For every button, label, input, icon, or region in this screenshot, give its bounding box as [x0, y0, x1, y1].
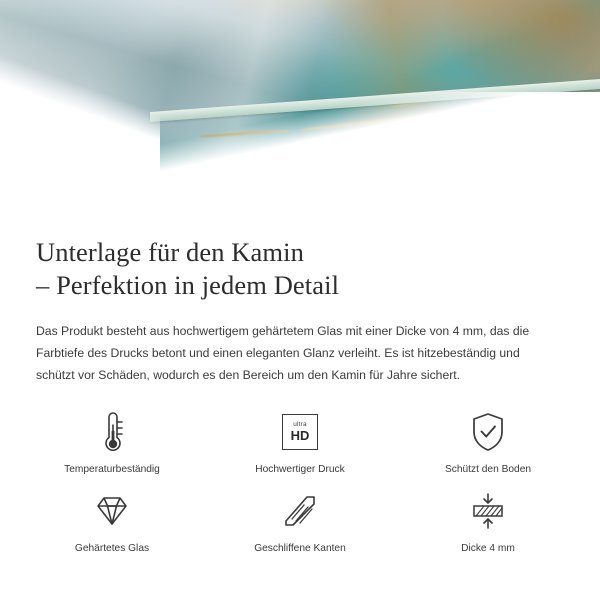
feature-item-floor-protection: [394, 408, 582, 477]
headline-line-1: Unterlage für den Kamin: [36, 237, 304, 267]
feature-label: Temperaturbeständig: [64, 464, 160, 475]
headline-line-2: – Perfektion in jedem Detail: [36, 270, 340, 300]
feature-label: Hochwertiger Druck: [255, 464, 345, 475]
small-sparkle-icon: [552, 150, 570, 168]
polished-edges-icon: [279, 487, 321, 535]
feature-label: Geschliffene Kanten: [254, 543, 346, 554]
ultra-hd-icon: [282, 408, 318, 456]
ultra-hd-badge-top: ultra: [293, 420, 307, 428]
feature-item-print-quality: [206, 408, 394, 477]
thermometer-icon: [91, 408, 133, 456]
shield-check-icon: [468, 408, 508, 456]
feature-item-polished-edges: [206, 487, 394, 556]
diamond-icon: [90, 487, 134, 535]
page-title: [36, 236, 556, 302]
hero-image: [0, 0, 600, 212]
feature-label: Dicke 4 mm: [461, 543, 515, 554]
feature-item-tempered-glass: [18, 487, 206, 556]
content-area: [0, 212, 600, 556]
feature-grid: [0, 408, 600, 556]
feature-item-temperature: [18, 408, 206, 477]
description-paragraph: Das Produkt besteht aus hochwertigem gehärtetem Glas mit einer Dicke von 4 mm, das die Farbtiefe des Drucks betont und einen eleganten Glanz verleiht. Es ist hitzebeständig und schützt vor Schäden, wodurch es den Bereich um den Kamin für Jahre sichert.: [36, 324, 530, 382]
feature-label: Schützt den Boden: [444, 464, 532, 475]
thickness-arrows-icon: [467, 487, 509, 535]
hero-bottom-fade: [0, 92, 600, 212]
feature-label: Gehärtetes Glas: [74, 543, 150, 554]
ultra-hd-badge-bottom: HD: [290, 428, 310, 444]
feature-item-thickness: [394, 487, 582, 556]
sparkle-icon: [512, 162, 546, 196]
